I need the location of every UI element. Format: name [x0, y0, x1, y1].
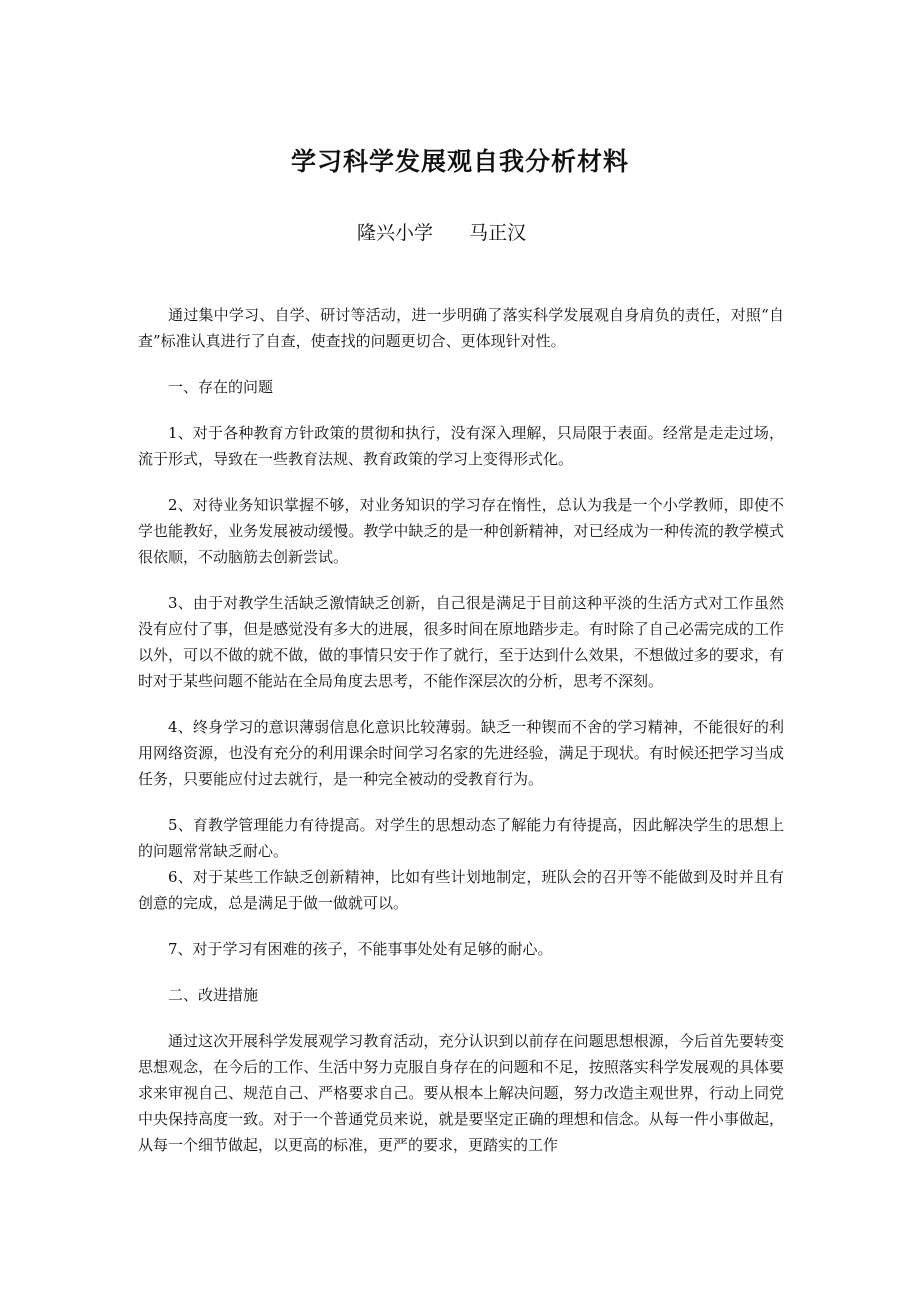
section-heading-problems: 一、存在的问题: [168, 378, 274, 396]
paragraph-measures: 通过这次开展科学发展观学习教育活动，充分认识到以前存在问题思想根源，今后首先要转变思想观念，在今后的工作、生活中努力克服自身存在的问题和不足，按照落实科学发展观的具体要求来审视自己、规范自己、严格要求自己。要从根本上解决问题，努力改造主观世界，行动上同党中央保持高度一致。对于一个普通党员来说，就是要坚定正确的理想和信念。从每一件小事做起，从每一个细节做起，以更高的标准，更严的要求，更踏实的工作: [138, 1032, 784, 1154]
document-title: 学习科学发展观自我分析材料: [290, 147, 629, 176]
author-name: 马正汉: [469, 222, 527, 244]
document-body: [138, 302, 784, 1158]
paragraph-problem-7: 7、对于学习有困难的孩子，不能事事处处有足够的耐心。: [168, 940, 553, 958]
paragraph-problem-3: 3、由于对教学生活缺乏激情缺乏创新，自己很是满足于目前这种平淡的生活方式对工作虽然没有应付了事，但是感觉没有多大的进展，很多时间在原地踏步走。有时除了自己必需完成的工作以外，可以不做的就不做，做的事情只安于作了就行，至于达到什么效果，不想做过多的要求，有时对于某些问题不能站在全局角度去思考，不能作深层次的分析，思考不深刻。: [138, 594, 784, 690]
paragraph-intro: 通过集中学习、自学、研讨等活动，进一步明确了落实科学发展观自身肩负的责任，对照“自查”标准认真进行了自查，使查找的问题更切合、更体现针对性。: [138, 306, 784, 350]
section-heading-measures: 二、改进措施: [168, 986, 259, 1004]
paragraph-problem-1: 1、对于各种教育方针政策的贯彻和执行，没有深入理解，只局限于表面。经常是走走过场，流于形式，导致在一些教育法规、教育政策的学习上变得形式化。: [138, 424, 784, 468]
paragraph-problem-5: 5、育教学管理能力有待提高。对学生的思想动态了解能力有待提高，因此解决学生的思想上的问题常常缺乏耐心。: [138, 816, 784, 860]
paragraph-problem-6: 6、对于某些工作缺乏创新精神，比如有些计划地制定，班队会的召开等不能做到及时并且有创意的完成，总是满足于做一做就可以。: [138, 868, 784, 912]
paragraph-problem-4: 4、终身学习的意识薄弱信息化意识比较薄弱。缺乏一种锲而不舍的学习精神，不能很好的利用网络资源，也没有充分的利用课余时间学习名家的先进经验，满足于现状。有时候还把学习当成任务，只要能应付过去就行，是一种完全被动的受教育行为。: [138, 718, 784, 788]
paragraph-problem-2: 2、对待业务知识掌握不够，对业务知识的学习存在惰性，总认为我是一个小学教师，即使不学也能教好，业务发展被动缓慢。教学中缺乏的是一种创新精神，对已经成为一种传流的教学模式很依顺，不动脑筋去创新尝试。: [138, 496, 784, 566]
author-line: [357, 219, 526, 247]
author-school: 隆兴小学: [357, 222, 434, 244]
